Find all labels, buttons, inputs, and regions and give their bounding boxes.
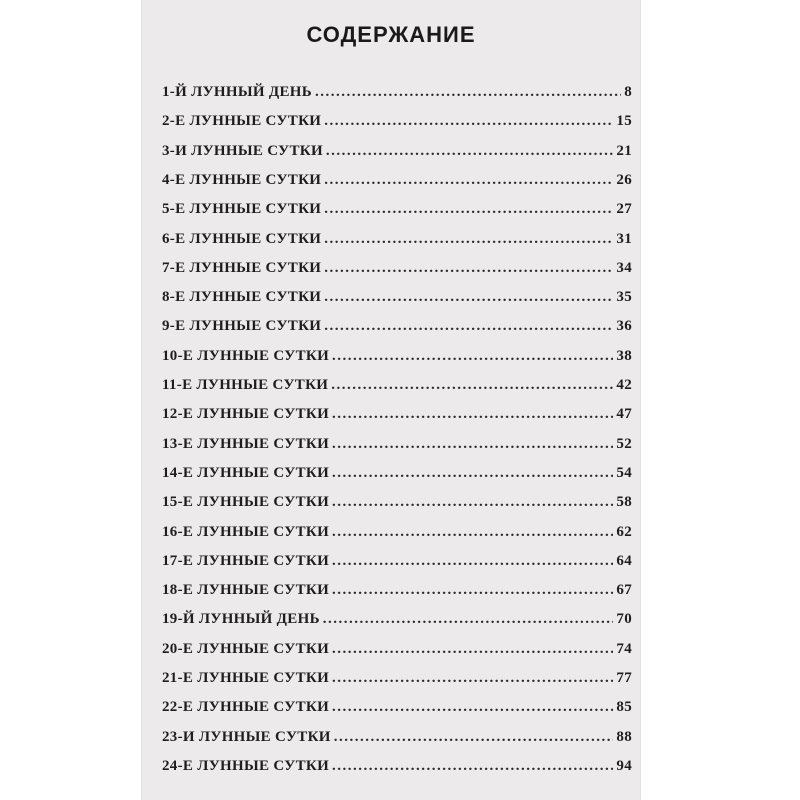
toc-entry-page-number: 21 xyxy=(616,142,632,159)
toc-entry xyxy=(162,348,632,374)
toc-entry-page-number: 70 xyxy=(616,611,632,628)
toc-entry-page-number: 35 xyxy=(616,289,632,306)
toc-entry-label: 18-Е ЛУННЫЕ СУТКИ xyxy=(162,582,330,599)
toc-entry-page-number: 77 xyxy=(616,670,632,686)
toc-entry xyxy=(162,143,632,169)
toc-entry-label: 7-Е ЛУННЫЕ СУТКИ xyxy=(162,259,322,276)
toc-entry xyxy=(162,172,632,198)
toc-entry xyxy=(162,641,632,667)
dot-leader xyxy=(332,524,613,541)
toc-entry xyxy=(162,406,632,432)
toc-entry-page-number: 52 xyxy=(616,435,632,452)
toc-entry-label: 13-Е ЛУННЫЕ СУТКИ xyxy=(162,435,330,452)
toc-entry xyxy=(162,318,632,344)
toc-entry-page-number: 34 xyxy=(616,259,632,276)
toc-entry-page-number: 67 xyxy=(616,582,632,599)
toc-entry-label: 1-Й ЛУННЫЙ ДЕНЬ xyxy=(162,84,312,100)
toc-entry xyxy=(162,494,632,520)
toc-entry-page-number: 47 xyxy=(616,406,632,423)
dot-leader xyxy=(323,611,614,628)
toc-entry xyxy=(162,465,632,491)
dot-leader xyxy=(332,348,613,365)
toc-entry-label: 20-Е ЛУННЫЕ СУТКИ xyxy=(162,640,330,657)
dot-leader xyxy=(332,553,613,570)
toc-entry-label: 8-Е ЛУННЫЕ СУТКИ xyxy=(162,289,322,306)
toc-entry xyxy=(162,113,632,139)
toc-entry-label: 24-Е ЛУННЫЕ СУТКИ xyxy=(162,757,330,774)
toc-entry xyxy=(162,553,632,579)
toc-entry-page-number: 38 xyxy=(616,347,632,364)
toc-entry xyxy=(162,524,632,550)
toc-entry-page-number: 31 xyxy=(616,230,632,247)
dot-leader xyxy=(332,582,613,599)
dot-leader xyxy=(332,670,613,687)
dot-leader xyxy=(324,172,613,189)
toc-entry xyxy=(162,582,632,608)
toc-entry-page-number: 42 xyxy=(616,377,632,393)
toc-entry-label: 12-Е ЛУННЫЕ СУТКИ xyxy=(162,406,330,423)
toc-entry-page-number: 62 xyxy=(616,523,632,540)
dot-leader xyxy=(324,201,613,218)
toc-entry-page-number: 64 xyxy=(616,552,632,569)
dot-leader xyxy=(326,143,613,160)
dot-leader xyxy=(334,729,614,746)
dot-leader xyxy=(332,436,613,453)
toc-entry xyxy=(162,436,632,462)
toc-entry-page-number: 94 xyxy=(616,757,632,774)
dot-leader xyxy=(331,377,613,394)
toc-entry-label: 2-Е ЛУННЫЕ СУТКИ xyxy=(162,113,322,130)
toc-entry-page-number: 74 xyxy=(616,640,632,657)
toc-entry-page-number: 58 xyxy=(616,494,632,511)
toc-entry xyxy=(162,231,632,257)
toc-entry-label: 22-Е ЛУННЫЕ СУТКИ xyxy=(162,699,330,716)
dot-leader xyxy=(332,699,613,716)
toc-entry xyxy=(162,758,632,784)
toc-entry-page-number: 27 xyxy=(616,201,632,218)
page-title: СОДЕРЖАНИЕ xyxy=(306,22,476,47)
toc-entry xyxy=(162,260,632,286)
dot-leader xyxy=(332,758,613,775)
toc-entry-label: 3-И ЛУННЫЕ СУТКИ xyxy=(162,142,323,159)
book-page xyxy=(142,0,640,800)
toc-entry-page-number: 36 xyxy=(616,318,632,335)
dot-leader xyxy=(324,260,613,277)
toc-entry-label: 21-Е ЛУННЫЕ СУТКИ xyxy=(162,670,330,686)
toc-entry-label: 16-Е ЛУННЫЕ СУТКИ xyxy=(162,523,330,540)
dot-leader xyxy=(332,641,613,658)
toc-entry-label: 15-Е ЛУННЫЕ СУТКИ xyxy=(162,494,330,511)
toc-entry xyxy=(162,377,632,403)
toc-entry-label: 5-Е ЛУННЫЕ СУТКИ xyxy=(162,201,322,218)
dot-leader xyxy=(324,113,613,130)
toc-entry xyxy=(162,699,632,725)
toc-entry xyxy=(162,729,632,755)
toc-entry-label: 10-Е ЛУННЫЕ СУТКИ xyxy=(162,347,330,364)
toc-entry-page-number: 8 xyxy=(624,84,632,100)
dot-leader xyxy=(324,318,613,335)
toc-entry xyxy=(162,84,632,110)
toc-entry-page-number: 85 xyxy=(616,699,632,716)
dot-leader xyxy=(332,406,613,423)
dot-leader xyxy=(332,465,613,482)
dot-leader xyxy=(315,84,621,101)
toc-entry-page-number: 54 xyxy=(616,464,632,481)
toc-entry-page-number: 15 xyxy=(616,113,632,130)
toc-entry-page-number: 88 xyxy=(616,728,632,745)
toc-entry-label: 11-Е ЛУННЫЕ СУТКИ xyxy=(162,377,329,393)
toc-entry xyxy=(162,289,632,315)
toc-entry-label: 17-Е ЛУННЫЕ СУТКИ xyxy=(162,552,330,569)
dot-leader xyxy=(324,289,613,306)
toc-entry-label: 4-Е ЛУННЫЕ СУТКИ xyxy=(162,171,322,188)
toc-entry-label: 14-Е ЛУННЫЕ СУТКИ xyxy=(162,464,330,481)
toc-entry xyxy=(162,611,632,637)
dot-leader xyxy=(332,494,613,511)
toc-entry xyxy=(162,670,632,696)
toc-entry-label: 19-Й ЛУННЫЙ ДЕНЬ xyxy=(162,611,320,628)
toc-entry-label: 9-Е ЛУННЫЕ СУТКИ xyxy=(162,318,322,335)
toc-entry xyxy=(162,201,632,227)
toc-entry-label: 23-И ЛУННЫЕ СУТКИ xyxy=(162,728,331,745)
toc-entry-label: 6-Е ЛУННЫЕ СУТКИ xyxy=(162,230,322,247)
dot-leader xyxy=(324,231,613,248)
toc-entry-page-number: 26 xyxy=(616,171,632,188)
